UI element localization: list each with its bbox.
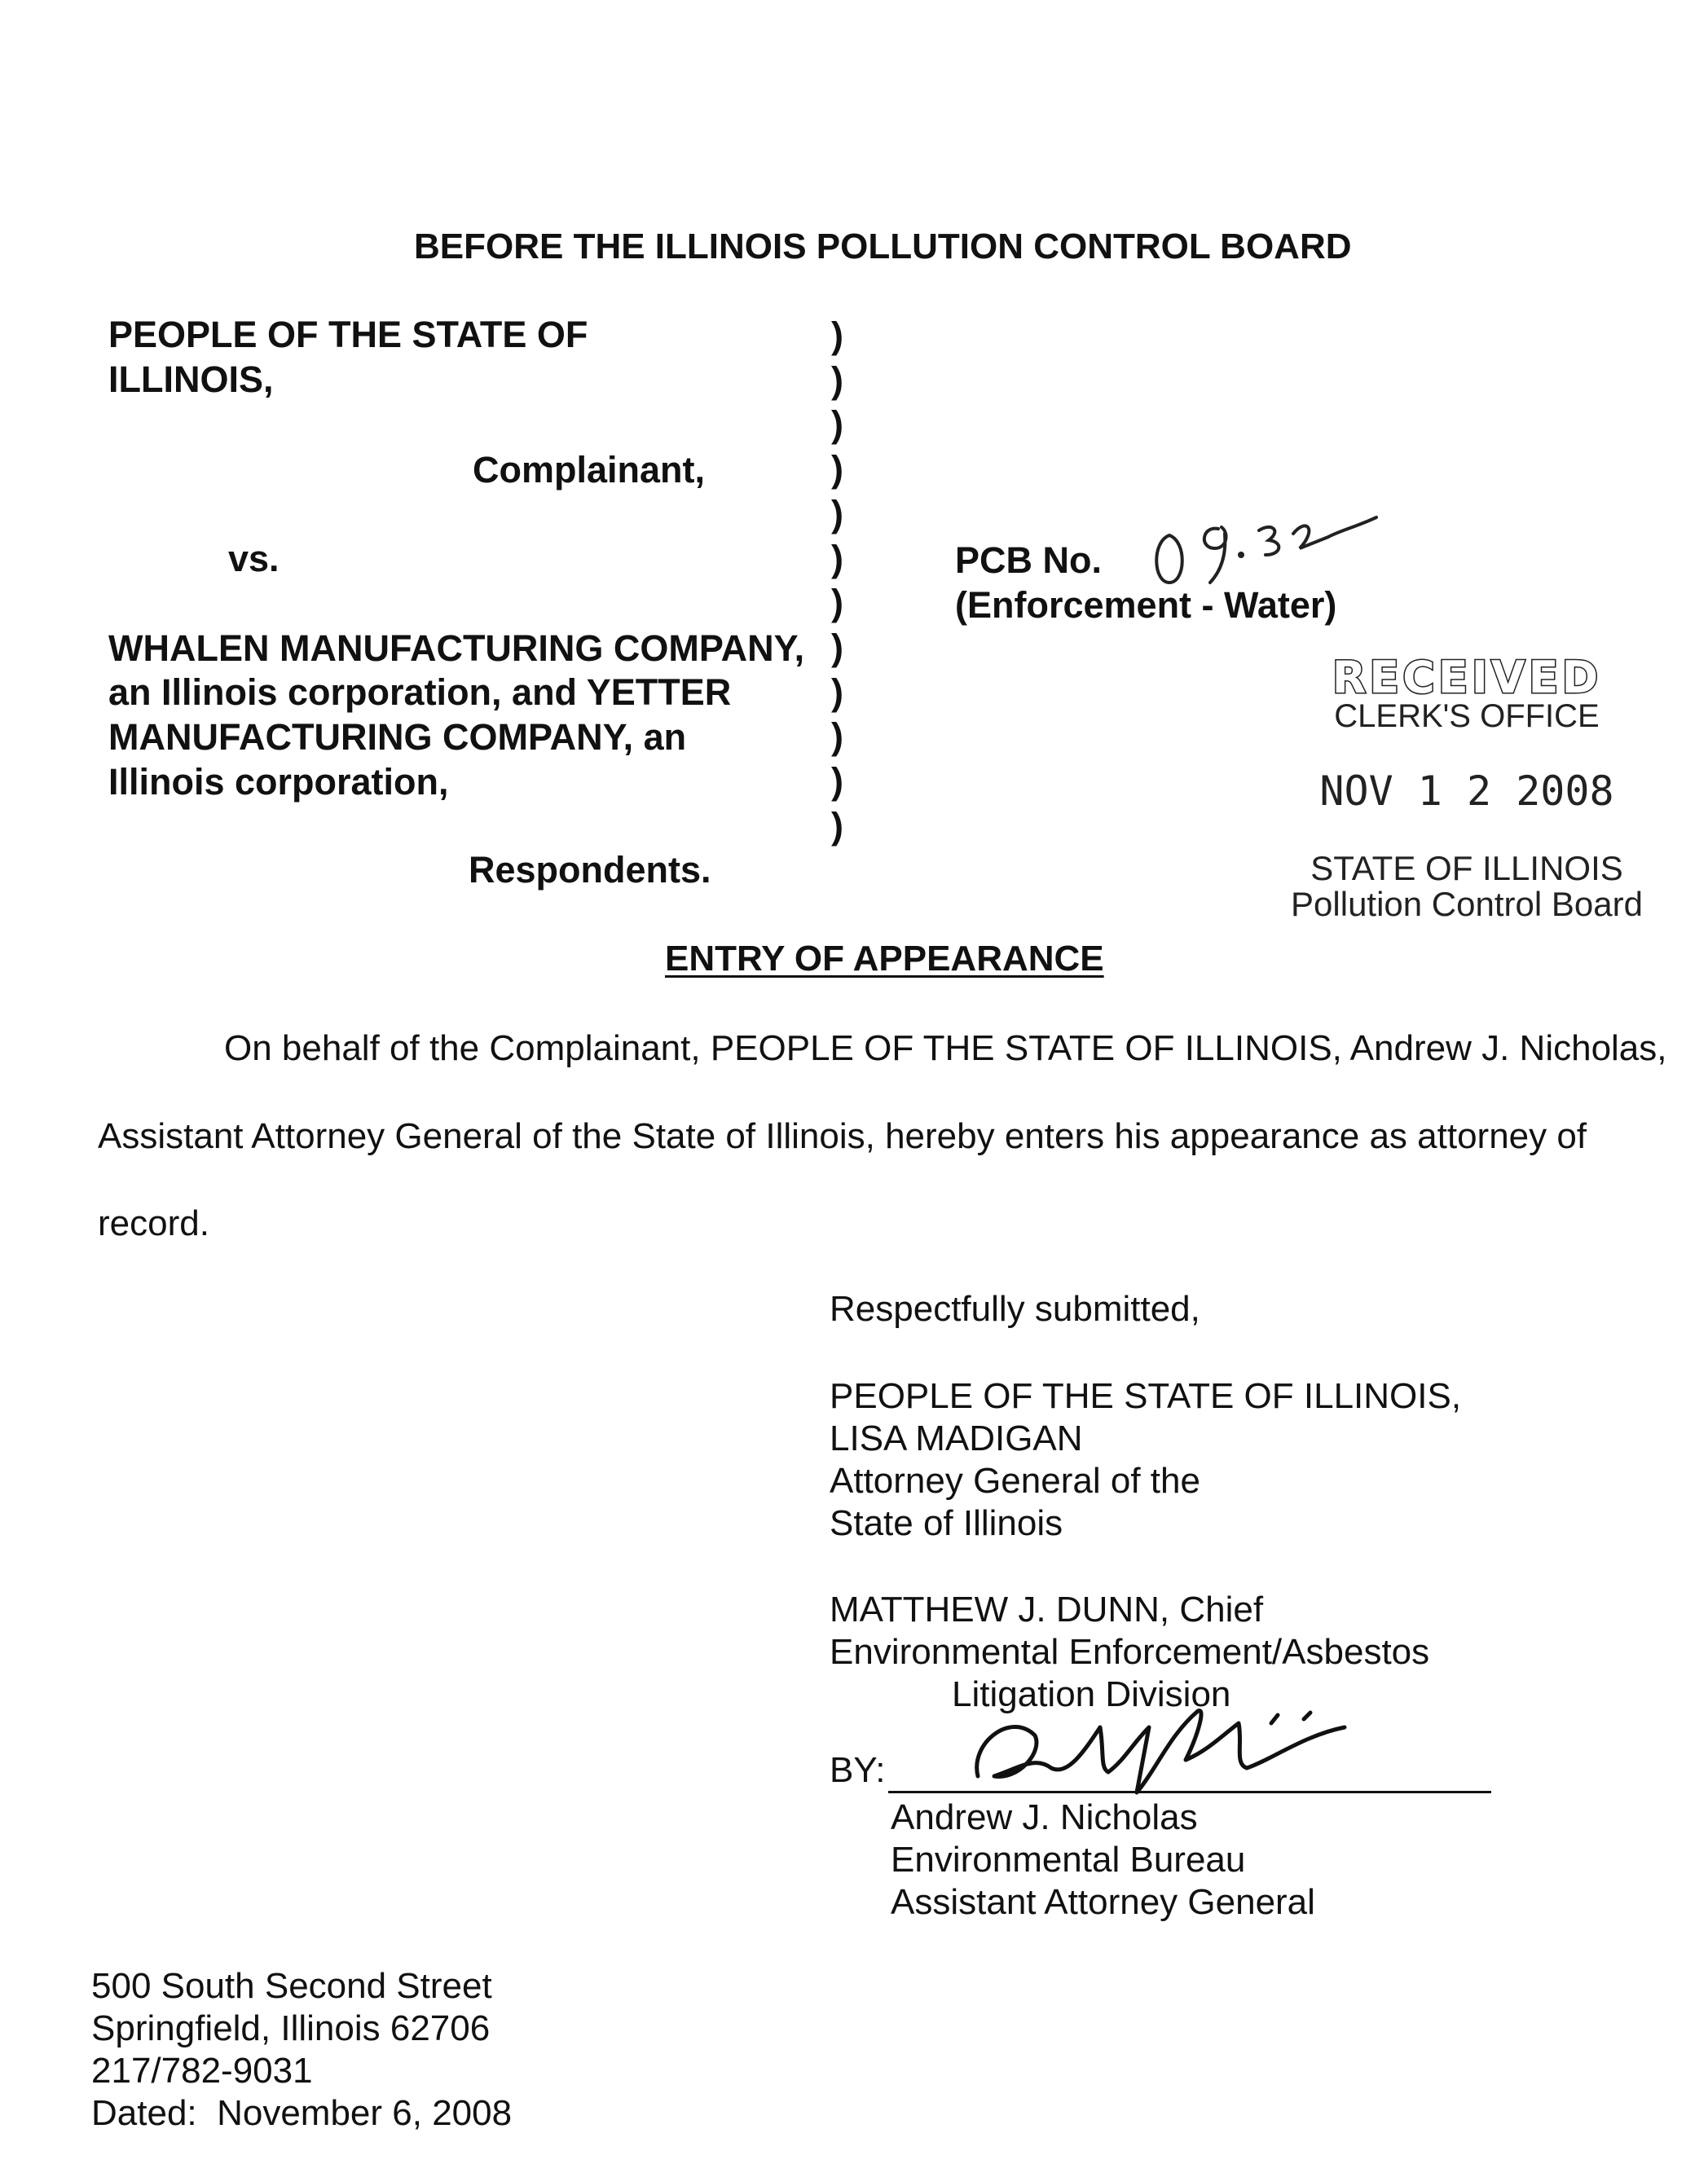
caption-paren: ) xyxy=(831,358,843,401)
ag-title-line1: Attorney General of the xyxy=(830,1461,1200,1501)
caption-paren: ) xyxy=(831,403,843,446)
signer-name: Andrew J. Nicholas xyxy=(891,1797,1198,1837)
chief-name: MATTHEW J. DUNN, Chief xyxy=(830,1590,1264,1630)
chief-title-line2: Litigation Division xyxy=(952,1674,1231,1714)
caption-paren: ) xyxy=(831,314,843,356)
party-name: PEOPLE OF THE STATE OF ILLINOIS, xyxy=(830,1376,1462,1416)
caption-paren: ) xyxy=(831,448,843,490)
stamp-agency-line2: Pollution Control Board xyxy=(1291,885,1643,923)
versus-label: vs. xyxy=(228,538,280,579)
stamp-title: RECEIVED xyxy=(1332,652,1602,703)
closing: Respectfully submitted, xyxy=(830,1289,1200,1329)
stamp-office: CLERK'S OFFICE xyxy=(1334,698,1600,734)
complainant-name-line1: PEOPLE OF THE STATE OF xyxy=(108,314,588,355)
document-title: ENTRY OF APPEARANCE xyxy=(665,939,1104,979)
complainant-name-line2: ILLINOIS, xyxy=(108,358,274,400)
caption-paren: ) xyxy=(831,760,843,803)
dated-line: Dated: November 6, 2008 xyxy=(91,2093,513,2133)
by-label: BY: xyxy=(830,1750,886,1790)
address-line1: 500 South Second Street xyxy=(91,1966,492,2006)
caption-paren: ) xyxy=(831,626,843,668)
body-line2: Assistant Attorney General of the State of Illinois, hereby enters his appearance as attorney of xyxy=(98,1116,1587,1156)
handwritten-case-number xyxy=(1145,501,1389,591)
respondent-name-line2: an Illinois corporation, and YETTER xyxy=(108,671,732,713)
respondent-name-line1: WHALEN MANUFACTURING COMPANY, xyxy=(108,627,805,669)
handwritten-signature xyxy=(962,1678,1385,1801)
address-line2: Springfield, Illinois 62706 xyxy=(91,2008,491,2048)
case-number-label: PCB No. xyxy=(955,539,1102,581)
signer-title: Assistant Attorney General xyxy=(891,1882,1315,1922)
caption-paren: ) xyxy=(831,492,843,534)
caption-paren: ) xyxy=(831,715,843,758)
stamp-agency-line1: STATE OF ILLINOIS xyxy=(1310,849,1623,887)
stamp-date: NOV 1 2 2008 xyxy=(1319,768,1614,815)
footer-address-block xyxy=(91,1965,512,2135)
attorney-general-block xyxy=(830,1375,1461,1545)
chief-title-line1: Environmental Enforcement/Asbestos xyxy=(830,1632,1430,1672)
case-type: (Enforcement - Water) xyxy=(955,584,1337,626)
caption-paren: ) xyxy=(831,537,843,579)
ag-name: LISA MADIGAN xyxy=(830,1418,1083,1458)
ag-title-line2: State of Illinois xyxy=(830,1503,1063,1543)
respondent-name-line3: MANUFACTURING COMPANY, an xyxy=(108,716,687,758)
respondent-role: Respondents. xyxy=(469,849,711,891)
received-stamp xyxy=(1271,652,1662,924)
body-line1: On behalf of the Complainant, PEOPLE OF THE STATE OF ILLINOIS, Andrew J. Nicholas, xyxy=(224,1028,1667,1068)
body-line3: record. xyxy=(98,1203,209,1243)
phone-number: 217/782-9031 xyxy=(91,2051,313,2091)
signer-block xyxy=(891,1797,1315,1924)
caption-paren-column xyxy=(831,314,843,848)
caption-paren: ) xyxy=(831,582,843,624)
respondent-name-line4: Illinois corporation, xyxy=(108,761,449,803)
caption-paren: ) xyxy=(831,671,843,713)
complainant-role: Complainant, xyxy=(473,449,706,490)
signer-unit: Environmental Bureau xyxy=(891,1840,1246,1880)
court-header: BEFORE THE ILLINOIS POLLUTION CONTROL BOARD xyxy=(414,227,1352,266)
caption-paren: ) xyxy=(831,804,843,847)
